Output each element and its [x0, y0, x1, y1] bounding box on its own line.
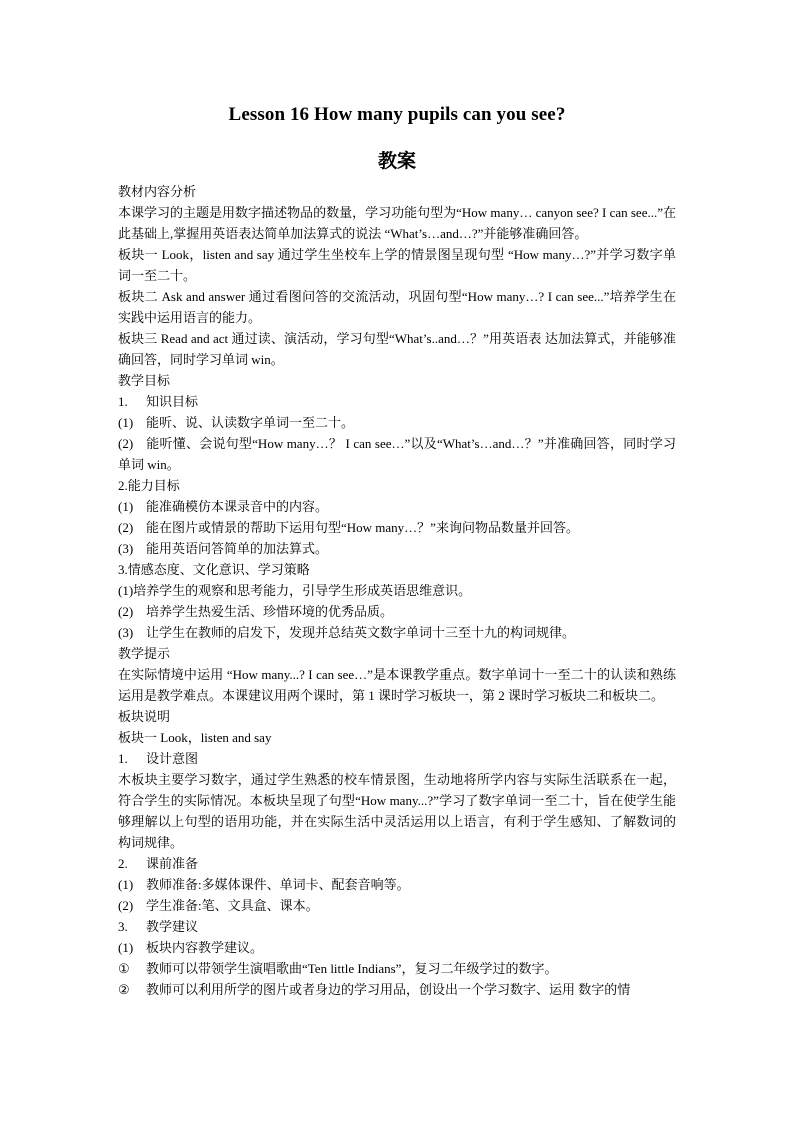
- document-body: [118, 181, 676, 1000]
- list-item: [118, 874, 676, 895]
- list-item-text: 让学生在教师的启发下，发现并总结英文数字单词十三至十九的构词规律。: [146, 625, 576, 640]
- paragraph: 3.情感态度、文化意识、学习策略: [118, 562, 310, 577]
- lesson-subtitle: 教案: [377, 150, 416, 172]
- paragraph: 教学目标: [118, 373, 171, 388]
- list-item-marker: (1): [118, 415, 134, 430]
- list-item-text: 能听、说、认读数字单词一至二十。: [146, 415, 355, 430]
- paragraph: 板块三 Read and act 通过读、演活动，学习句型“What’s..and…？”用英语表 达加法算式，并能够准确回答，同时学习单词 win。: [118, 331, 676, 367]
- list-item-marker: ①: [118, 961, 130, 976]
- list-item-marker: ②: [118, 982, 130, 997]
- list-item-text: 能在图片或情景的帮助下运用句型“How many…？”来询问物品数量并回答。: [146, 520, 579, 535]
- list-item-text: 课前准备: [146, 856, 199, 871]
- paragraph: 教学提示: [118, 646, 171, 661]
- list-item-marker: 2.: [118, 856, 128, 871]
- lesson-title: Lesson 16 How many pupils can you see?: [228, 104, 566, 125]
- list-item: [118, 895, 676, 916]
- list-item-text: 能准确模仿本课录音中的内容。: [146, 499, 329, 514]
- list-item: [118, 538, 676, 559]
- list-item-marker: (1): [118, 940, 134, 955]
- paragraph: 教材内容分析: [118, 184, 197, 199]
- list-item-text: 设计意图: [146, 751, 199, 766]
- list-item-marker: (3): [118, 625, 134, 640]
- list-item-text: 教师可以利用所学的图片或者身边的学习用品，创设出一个学习数字、运用 数字的情: [146, 982, 631, 997]
- list-item-marker: (3): [118, 541, 134, 556]
- list-item-text: 教学建议: [146, 919, 199, 934]
- paragraph: 2.能力目标: [118, 478, 180, 493]
- list-item: [118, 412, 676, 433]
- list-item-text: 能听懂、会说句型“How many…？ I can see…”以及“What’s…and…？”并准确回答，同时学习单词 win。: [118, 436, 676, 472]
- paragraph: 板块一 Look，listen and say 通过学生坐校车上学的情景图呈现句型 “How many…?”并学习数字单词一至二十。: [118, 247, 676, 283]
- list-item-text: 学生准备:笔、文具盒、课本。: [146, 898, 319, 913]
- paragraph: 板块二 Ask and answer 通过看图问答的交流活动，巩固句型“How many…? I can see...”培养学生在实践中运用语言的能力。: [118, 289, 676, 325]
- paragraph: 本课学习的主题是用数字描述物品的数量，学习功能句型为“How many… canyon see? I can see...”在此基础上,掌握用英语表达简单加法算式的说法 “What’s…and…?”并能够准确回答。: [118, 205, 676, 241]
- list-item: [118, 391, 676, 412]
- list-item-marker: 1.: [118, 751, 128, 766]
- list-item: [118, 622, 676, 643]
- list-item-marker: (2): [118, 604, 134, 619]
- list-item: [118, 979, 676, 1000]
- list-item-marker: (2): [118, 436, 134, 451]
- list-item-text: 能用英语问答简单的加法算式。: [146, 541, 329, 556]
- list-item: [118, 496, 676, 517]
- list-item-text: 板块内容教学建议。: [146, 940, 264, 955]
- paragraph: 板块一 Look，listen and say: [118, 730, 272, 745]
- paragraph: (1)培养学生的观察和思考能力，引导学生形成英语思维意识。: [118, 583, 472, 598]
- list-item: [118, 958, 676, 979]
- list-item-text: 知识目标: [146, 394, 199, 409]
- list-item: [118, 748, 676, 769]
- list-item-marker: (2): [118, 898, 134, 913]
- list-item-marker: 3.: [118, 919, 128, 934]
- paragraph: 板块说明: [118, 709, 171, 724]
- list-item-marker: (1): [118, 499, 134, 514]
- list-item-text: 教师准备:多媒体课件、单词卡、配套音响等。: [146, 877, 410, 892]
- list-item-marker: 1.: [118, 394, 128, 409]
- list-item-text: 培养学生热爱生活、珍惜环境的优秀品质。: [146, 604, 394, 619]
- paragraph: 在实际情境中运用 “How many...? I can see…”是本课教学重点。数字单词十一至二十的认读和熟练运用是教学难点。本课建议用两个课时，第 1 课时学习板块一，第 2 课时学习板块二和板块二。: [118, 667, 676, 703]
- list-item: [118, 916, 676, 937]
- list-item: [118, 853, 676, 874]
- list-item-marker: (1): [118, 877, 134, 892]
- list-item-text: 教师可以带领学生演唱歌曲“Ten little Indians”，复习二年级学过的数字。: [146, 961, 558, 976]
- paragraph: 木板块主要学习数字，通过学生熟悉的校车情景图，生动地将所学内容与实际生活联系在一起，符合学生的实际情况。本板块呈现了句型“How many...?”学习了数字单词一至二十，旨在使学生能够理解以上句型的语用功能，并在实际生活中灵活运用以上语言，有利于学生感知、了解数词的构词规律。: [118, 772, 676, 850]
- list-item: [118, 937, 676, 958]
- list-item-marker: (2): [118, 520, 134, 535]
- list-item: [118, 433, 676, 475]
- list-item: [118, 517, 676, 538]
- list-item: [118, 601, 676, 622]
